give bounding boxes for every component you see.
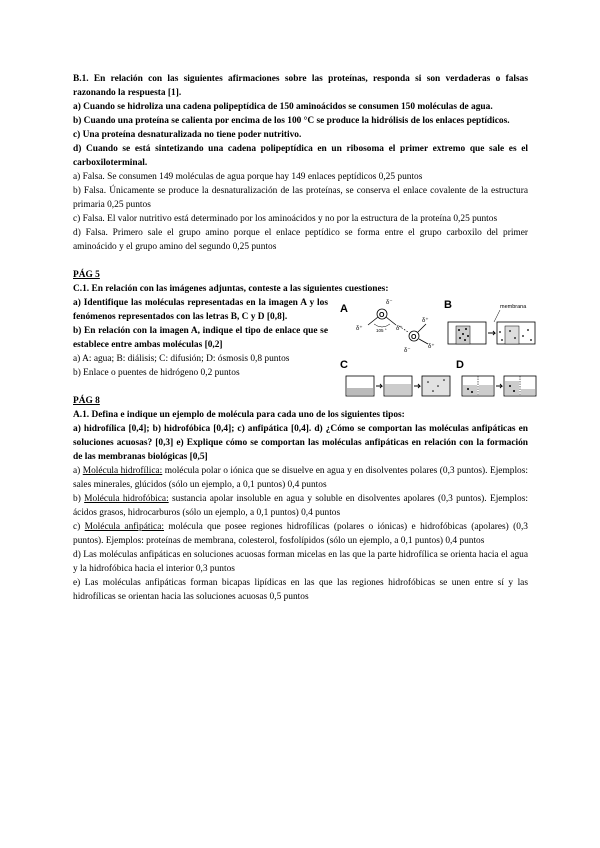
b1-title: B.1. En relación con las siguientes afirmaciones sobre las proteínas, responda si son verdaderas o falsas razonando la respuesta [1]. (73, 74, 528, 98)
a1-answer-b-prefix: b) (73, 494, 85, 504)
b1-question-a: a) Cuando se hidroliza una cadena polipeptídica de 150 aminoácidos se consumen 150 moléculas de agua. (73, 102, 493, 112)
osmosis-after (504, 376, 536, 396)
dialysis-arrow (488, 331, 495, 335)
water-molecule-2 (409, 324, 428, 344)
a1-title: A.1. Defina e indique un ejemplo de molécula para cada uno de los siguientes tipos: (73, 410, 405, 420)
c1-answer-a: a) A: agua; B: diálisis; C: difusión; D: ósmosis 0,8 puntos (73, 354, 290, 364)
svg-text:O: O (411, 334, 417, 341)
membrane-label: membrana (500, 304, 527, 310)
a1-answer-d: d) Las moléculas anfipáticas en soluciones acuosas forman micelas en las que la parte hidrofílica se orienta hacia el agua y la hidrofóbica hacia el interior 0,3 puntos (73, 550, 528, 574)
a1-questions: a) hidrofílica [0,4]; b) hidrofóbica [0,4]; c) anfipática [0,4]. d) ¿Cómo se comportan las moléculas anfipáticas en soluciones acuosas? [0,3] e) Explique cómo se comportan las moléculas anfipáticas en relación con la formación de las membranas biológicas [0,5] (73, 424, 528, 462)
a1-answer-a-text: molécula polar o iónica que se disuelve en agua y en disolventes polares (0,3 puntos). Ejemplos: sales minerales, glúcidos (sólo un ejemplo, a 0,1 puntos) 0,4 puntos (73, 466, 528, 490)
svg-text:O: O (379, 312, 385, 319)
delta-plus-3: δ⁺ (422, 318, 429, 324)
delta-minus-1: δ⁻ (386, 300, 393, 306)
dialysis-before (448, 322, 486, 344)
c1-answer-b: b) Enlace o puentes de hidrógeno 0,2 puntos (73, 368, 240, 378)
a1-answer-b (73, 492, 528, 520)
diffusion-step-2 (384, 376, 412, 396)
osmosis-before (462, 376, 494, 396)
b1-answer-a: a) Falsa. Se consumen 149 moléculas de agua porque hay 149 enlaces peptídicos 0,25 puntos (73, 172, 423, 182)
c1-text-column (73, 296, 328, 380)
delta-minus-2: δ⁻ (404, 348, 411, 354)
angle-label: 105 ° (376, 328, 387, 333)
pag8-heading: PÁG 8 (73, 396, 100, 406)
c1-section (73, 282, 528, 380)
b1-answer-c: c) Falsa. El valor nutritivo está determinado por los aminoácidos y no por la estructura de la proteína 0,25 puntos (73, 214, 498, 224)
document-content (73, 72, 528, 604)
a1-answer-c-text: molécula que posee regiones hidrofílicas (polares o iónicas) e hidrofóbicas (apolares) (0,3 puntos). Ejemplos: proteínas de membrana, colesterol, fosfolípidos (sólo un ejemplo, a 0,1 puntos) 0,4 puntos (73, 522, 528, 546)
b1-answer-d: d) Falsa. Primero sale el grupo amino porque el enlace peptídico se forma entre el grupo carboxilo del primer aminoácido y el grupo amino del segundo 0,25 puntos (73, 228, 528, 252)
osmosis-arrow (496, 384, 502, 388)
a1-answer-e: e) Las moléculas anfipáticas forman bicapas lipídicas en las que las regiones hidrofóbicas se unen entre sí y las hidrofílicas se orientan hacia las soluciones acuosas 0,5 puntos (73, 578, 528, 602)
figure-label-b: B (444, 299, 452, 311)
a1-answer-b-text: sustancia apolar insoluble en agua y soluble en disolventes apolares (0,3 puntos). Ejemplos: ácidos grasos, hidrocarburos (sólo un ejemplo, a 0,1 puntos) 0,4 puntos (73, 494, 528, 518)
b1-answer-b: b) Falsa. Únicamente se produce la desnaturalización de las proteínas, se conserva el enlace covalente de la estructura primaria 0,25 puntos (73, 186, 528, 210)
dialysis-after (497, 322, 535, 344)
b1-question-b: b) Cuando una proteína se calienta por encima de los 100 °C se produce la hidrólisis de los enlaces peptídicos. (73, 116, 510, 126)
membrane-pointer (494, 310, 500, 322)
b1-question-d: d) Cuando se está sintetizando una cadena polipeptídica en un ribosoma el primer extremo que sale es el carboxiloterminal. (73, 144, 528, 168)
a1-answer-c-term: Molécula anfipática: (84, 522, 164, 532)
diffusion-step-1 (346, 376, 374, 396)
a1-answer-a-term: Molécula hidrofílica: (82, 466, 163, 476)
c1-figure (338, 296, 538, 408)
figure-label-c: C (340, 359, 348, 371)
pag5-heading: PÁG 5 (73, 270, 100, 280)
diffusion-arrow-1 (376, 384, 382, 388)
delta-plus-2: δ⁺ (396, 326, 403, 332)
delta-plus-1: δ⁺ (356, 326, 363, 332)
c1-title: C.1. En relación con las imágenes adjuntas, conteste a las siguientes cuestiones: (73, 284, 389, 294)
a1-answer-a-prefix: a) (73, 466, 83, 476)
c1-question-b: b) En relación con la imagen A, indique el tipo de enlace que se establece entre ambas moléculas [0,2] (73, 326, 328, 350)
b1-question-c: c) Una proteína desnaturalizada no tiene poder nutritivo. (73, 130, 302, 140)
c1-figure-svg (338, 296, 538, 408)
figure-label-a: A (340, 303, 348, 315)
water-molecule-1 (368, 309, 396, 327)
figure-label-d: D (456, 359, 464, 371)
a1-answer-c-prefix: c) (73, 522, 85, 532)
a1-answer-c (73, 520, 528, 548)
diffusion-step-3 (422, 376, 450, 396)
delta-plus-4: δ⁺ (428, 344, 435, 350)
diffusion-arrow-2 (414, 384, 420, 388)
a1-answer-b-term: Molécula hidrofóbica: (84, 494, 169, 504)
a1-answer-a (73, 464, 528, 492)
c1-question-a: a) Identifique las moléculas representadas en la imagen A y los fenómenos representados con las letras B, C y D [0,8]. (73, 298, 328, 322)
